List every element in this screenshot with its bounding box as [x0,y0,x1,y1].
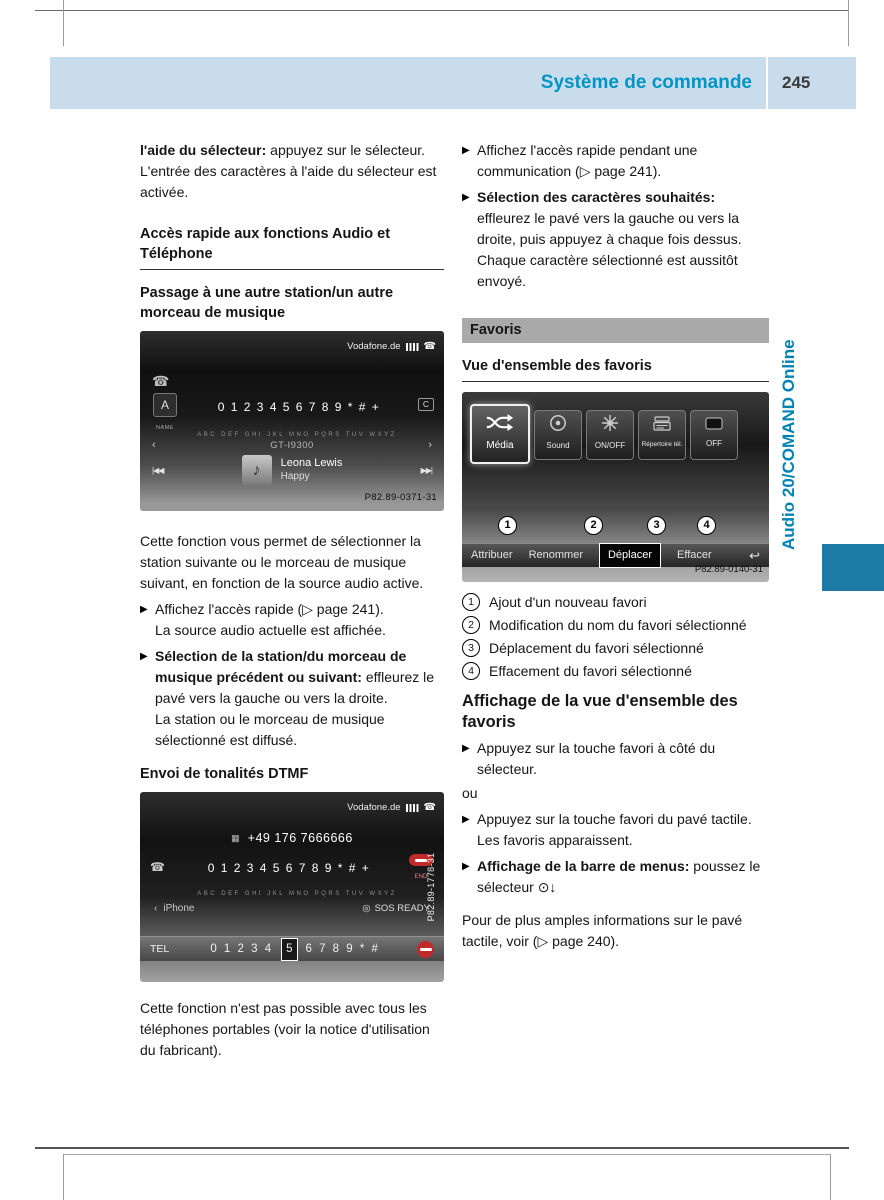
name-key-label: NAME [156,425,174,431]
callout-1: 1 [498,516,517,535]
favorite-tile-climate [586,410,634,460]
callout-legend [462,592,769,682]
letter-groups-row: ABC DEF GHI JKL MNO PQRS TUV WXYZ [197,891,397,897]
instruction-bullet [140,646,444,751]
bold-lead: l'aide du sélecteur: [140,142,267,158]
character-key-row [150,854,436,888]
shuffle-icon [485,413,515,432]
instruction-result: La station ou le morceau de musique sélectionné est diffusé. [155,711,385,748]
track-info [281,457,343,483]
connected-device-name: GT-I9300 [270,440,314,451]
instruction-result: La source audio actuelle est affichée. [155,622,386,638]
tile-label: ON/OFF [594,441,626,450]
device-row [152,435,432,456]
tile-label: Média [486,439,514,451]
legend-number: 1 [462,593,480,611]
trim-mark [848,0,849,46]
carrier-name: Vodafone.de [347,341,401,352]
legend-item [462,638,769,659]
subsection-heading-favorites-overview: Vue d'ensemble des favoris [462,356,769,382]
instruction-text: poussez le sélecteur [477,858,761,895]
page-number: 245 [782,73,811,92]
digits-before: 0 1 2 3 4 [210,942,274,955]
tile-label: Sound [546,441,570,450]
legend-number: 2 [462,616,480,634]
digit-row: 0 1 2 3 4 5 6 7 8 9 * # + [217,400,381,414]
instruction-bullet [462,856,769,898]
status-bar [347,797,436,818]
legend-item [462,661,769,682]
phone-icon: ☎ [423,802,436,813]
page-header [50,57,856,109]
keypad-icon: ▦ [231,833,240,843]
right-column [462,140,769,952]
status-bar [347,336,436,357]
subsection-heading-dtmf: Envoi de tonalités DTMF [140,766,309,782]
section-banner-favoris: Favoris [462,318,769,343]
chapter-sidebar-label: Audio 20/COMAND Online [779,339,798,550]
instruction-bullet [462,738,769,780]
screenshot-audio-quick-access [140,331,444,511]
phone-number: +49 176 7666666 [247,831,353,845]
letter-key-icon: A [153,393,177,417]
chevron-right-icon: › [428,439,432,451]
active-call-icon: ☎ [152,373,170,389]
instruction-result: Les favoris apparaissent. [477,832,633,848]
screenshot-dtmf [140,792,444,982]
subsection-heading-station: Passage à une autre station/un autre morceau de musique [140,285,394,321]
tile-label: Répertoire tél. [641,440,683,448]
legend-item [462,615,769,636]
legend-text: Déplacement du favori sélectionné [489,640,704,656]
device-row [154,898,430,919]
connected-device-name: iPhone [163,903,195,914]
signal-bars-icon [406,343,419,351]
dialed-number-row [140,828,444,849]
end-call-label: END [414,874,428,880]
menu-item-attribuer: Attribuer [471,549,513,561]
instruction-bullet [140,599,444,641]
controller-down-icon: ⊙↓ [537,879,557,895]
menu-item-renommer: Renommer [528,549,583,561]
callout-4: 4 [697,516,716,535]
trim-mark [63,0,64,46]
favorite-tile-phonebook [638,410,686,460]
menu-item-deplacer-selected: Déplacer [599,543,661,568]
selected-digit: 5 [281,938,297,961]
name-key [150,393,180,439]
or-text: ou [462,785,478,801]
album-art-music-note-icon: ♪ [242,455,272,485]
instruction-bullet [462,187,769,292]
instruction-bullet [462,140,769,182]
artist-name: Leona Lewis [280,457,343,469]
tile-label: OFF [706,438,722,448]
legend-number: 3 [462,639,480,657]
menu-item-effacer: Effacer [677,549,712,561]
instruction-text: Affichez l'accès rapide pendant une communication (▷ page 241). [477,142,698,179]
bold-lead: Affichage de la barre de menus: [477,858,690,874]
favorite-tile-sound [534,410,582,460]
clear-key: C [418,398,434,411]
legend-text: Ajout d'un nouveau favori [489,594,647,610]
phone-icon: ☎ [423,341,436,352]
bold-lead: Sélection des caractères souhaités: [477,189,716,205]
bottom-rule [35,1147,849,1149]
bullet-triangle-icon: ▶ [462,814,470,825]
bullet-triangle-icon: ▶ [462,861,470,872]
handset-bar-icon [420,948,432,951]
return-arrow-icon: ↩ [749,548,760,563]
bottom-rule-secondary [63,1154,831,1155]
legend-item [462,592,769,613]
callout-3: 3 [647,516,666,535]
paragraph: Cette fonction n'est pas possible avec tous les téléphones portables (voir la notice d'utilisation du fabricant). [140,1000,430,1058]
now-playing-row [152,455,432,485]
sos-icon: ◎ [362,903,371,914]
bullet-triangle-icon: ▶ [140,604,148,615]
trim-mark [63,1154,64,1200]
trim-mark [830,1154,831,1200]
display-off-icon [705,417,723,430]
figure-reference: P82.89-0140-31 [694,564,763,575]
instruction-bullet [462,809,769,851]
sos-status: SOS READY [374,903,430,914]
track-title: Happy [280,471,310,482]
carrier-name: Vodafone.de [347,802,401,813]
chapter-thumb-tab [822,544,884,591]
skip-back-icon: |◀◀ [152,465,164,475]
paragraph: Cette fonction vous permet de sélectionner la station suivante ou le morceau de musique suivant, en fonction de la source audio active. [140,533,424,591]
instruction-text: Appuyez sur la touche favori du pavé tactile. [477,811,752,827]
bullet-triangle-icon: ▶ [462,743,470,754]
closing-paragraph: Pour de plus amples informations sur le pavé tactile, voir (▷ page 240). [462,912,743,949]
chevron-left-icon: ‹ [152,439,156,451]
phonebook-icon [653,416,671,431]
digits-after: 6 7 8 9 * # [305,942,380,955]
bullet-triangle-icon: ▶ [140,651,148,662]
digit-row: 0 1 2 3 4 5 6 7 8 9 * # + [207,861,371,875]
paragraph-text: appuyez sur le sélecteur. [270,142,426,158]
instruction-text: effleurez le pavé vers la gauche ou vers la droite, puis appuyez à chaque fois dessus. Chaque caractère sélectionné est aussitôt envoyé. [477,210,742,289]
favorite-tile-off [690,410,738,460]
figure-reference: P82.89-1778-31 [426,852,436,922]
legend-number: 4 [462,662,480,680]
legend-text: Modification du nom du favori sélectionné [489,617,747,633]
instruction-text: Affichez l'accès rapide (▷ page 241). [155,601,384,617]
speaker-knob-icon [549,414,567,432]
end-call-icon [417,941,434,958]
chevron-left-icon: ‹ [154,903,158,914]
letter-groups-row: ABC DEF GHI JKL MNO PQRS TUV WXYZ [197,432,397,438]
chapter-title: Système de commande [540,72,752,93]
screenshot-favorites-overview [462,392,769,582]
runin-heading-display-overview: Affichage de la vue d'ensemble des favoris [462,692,738,731]
favorite-tile-media [470,404,530,464]
bold-lead: Sélection de la station/du morceau de musique précédent ou suivant: [155,648,407,685]
bullet-triangle-icon: ▶ [462,145,470,156]
figure-reference: P82.89-0371-31 [364,492,437,503]
call-icon: ☎ [150,860,165,874]
continuation-paragraph [140,140,444,203]
callout-2: 2 [584,516,603,535]
paragraph-text: L'entrée des caractères à l'aide du sélecteur est activée. [140,163,437,200]
legend-text: Effacement du favori sélectionné [489,663,692,679]
dtmf-digit-selector [183,938,407,961]
dtmf-menu-bar [140,936,444,961]
instruction-text: Appuyez sur la touche favori à côté du sélecteur. [477,740,716,777]
favorite-tiles-row [470,404,738,464]
fan-icon [601,414,619,432]
signal-bars-icon [406,804,419,812]
left-column [140,140,444,1061]
menu-label: TEL [150,942,170,955]
top-rule [35,10,849,11]
bullet-triangle-icon: ▶ [462,192,470,203]
section-heading-audio-phone: Accès rapide aux fonctions Audio et Téléphone [140,224,444,270]
skip-forward-icon: ▶▶| [420,465,432,475]
instruction-text: effleurez le pavé vers la gauche ou vers la droite. [155,669,435,706]
